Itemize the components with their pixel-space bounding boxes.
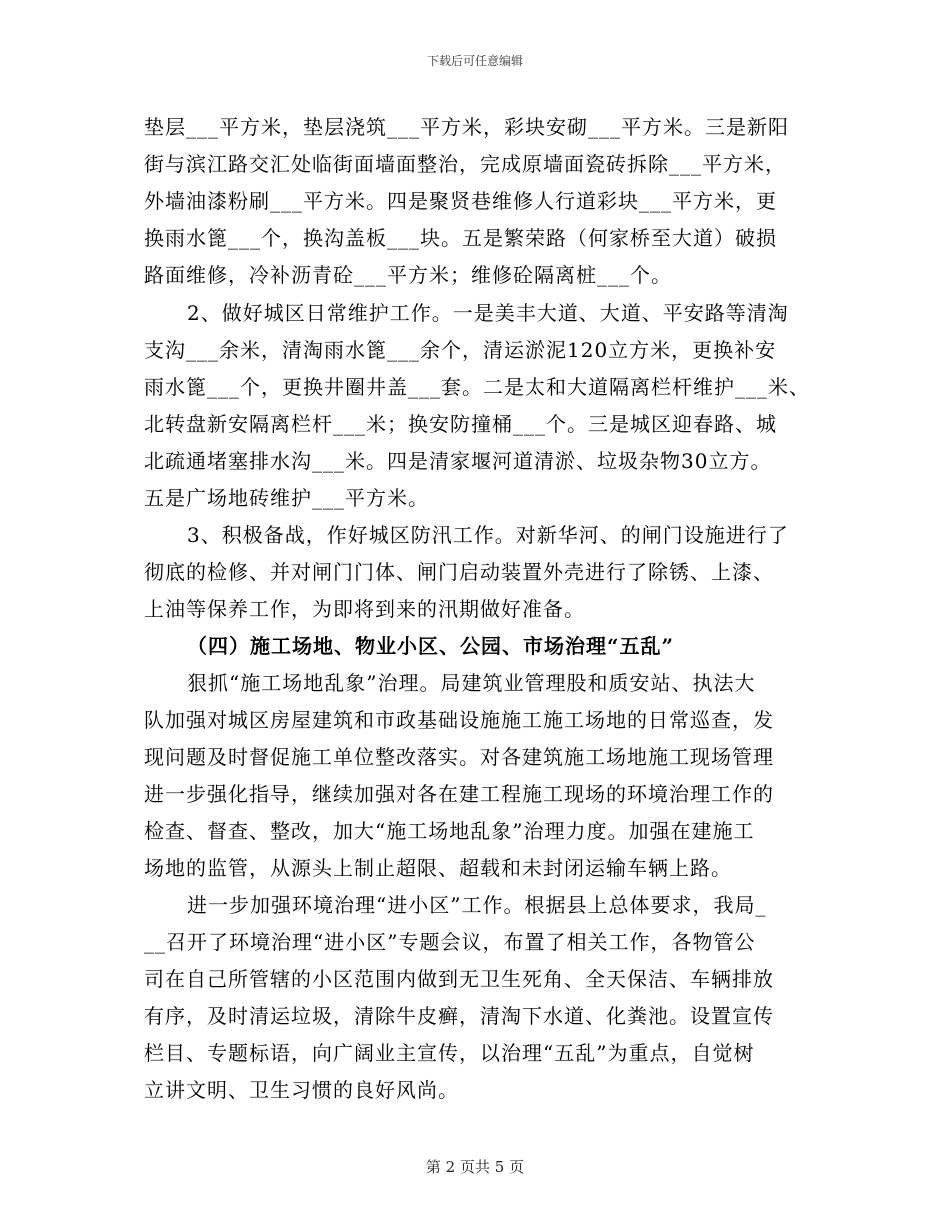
body-line: 现问题及时督促施工单位整改落实。对各建筑施工场地施工现场管理 <box>144 745 774 769</box>
body-line: 司在自己所管辖的小区范围内做到无卫生死角、全天保洁、车辆排放 <box>144 967 774 991</box>
body-line: 立讲文明、卫生习惯的良好风尚。 <box>144 1078 459 1102</box>
body-line: 换雨水篦___个，换沟盖板___块。五是繁荣路（何家桥至大道）破损 <box>144 226 777 250</box>
body-line: 检查、督查、整改，加大“施工场地乱象”治理力度。加强在建施工 <box>144 819 755 843</box>
body-line: 路面维修，冷补沥青砼___平方米；维修砼隔离桩___个。 <box>144 263 672 287</box>
body-line: 队加强对城区房屋建筑和市政基础设施施工施工场地的日常巡查，发 <box>144 708 774 732</box>
body-line: 进一步强化指导，继续加强对各在建工程施工现场的环境治理工作的 <box>144 782 774 806</box>
page-footer: 第 2 页共 5 页 <box>425 1158 525 1176</box>
body-line: 场地的监管，从源头上制止超限、超载和未封闭运输车辆上路。 <box>144 856 732 880</box>
body-line: 进一步加强环境治理“进小区”工作。根据县上总体要求，我局_ <box>187 893 767 917</box>
section-heading: （四）施工场地、物业小区、公园、市场治理“五乱” <box>187 634 675 658</box>
body-line: 北转盘新安隔离栏杆___米；换安防撞桶___个。三是城区迎春路、城 <box>144 412 777 436</box>
body-line: 上油等保养工作，为即将到来的汛期做好准备。 <box>144 597 585 621</box>
page-header: 下载后可任意编辑 <box>426 54 523 68</box>
body-line: 狠抓“施工场地乱象”治理。局建筑业管理股和质安站、执法大 <box>187 671 756 695</box>
body-line: 垫层___平方米，垫层浇筑___平方米，彩块安砌___平方米。三是新阳 <box>144 115 789 139</box>
body-line: 有序，及时清运垃圾，清除牛皮癣，清淘下水道、化粪池。设置宣传 <box>144 1004 774 1028</box>
body-line: 雨水篦___个，更换井圈井盖___套。二是太和大道隔离栏杆维护___米、 <box>144 375 810 399</box>
body-line: 支沟___余米，清淘雨水篦___余个，清运淤泥120立方米，更换补安 <box>144 338 777 362</box>
body-line: 3、积极备战，作好城区防汛工作。对新华河、的闸门设施进行了 <box>187 523 789 547</box>
body-line: 北疏通堵塞排水沟___米。四是清家堰河道清淤、垃圾杂物30立方。 <box>144 449 772 473</box>
body-line: 彻底的检修、并对闸门门体、闸门启动装置外壳进行了除锈、上漆、 <box>144 560 774 584</box>
body-line: 2、做好城区日常维护工作。一是美丰大道、大道、平安路等清淘 <box>187 301 789 325</box>
body-line: 栏目、专题标语，向广阔业主宣传，以治理“五乱”为重点，自觉树 <box>144 1041 755 1065</box>
body-line: __召开了环境治理“进小区”专题会议，布置了相关工作，各物管公 <box>144 930 756 954</box>
body-line: 五是广场地砖维护___平方米。 <box>144 486 429 510</box>
body-line: 外墙油漆粉刷___平方米。四是聚贤巷维修人行道彩块___平方米，更 <box>144 189 777 213</box>
body-line: 街与滨江路交汇处临街面墙面整治，完成原墙面瓷砖拆除___平方米， <box>144 152 786 176</box>
